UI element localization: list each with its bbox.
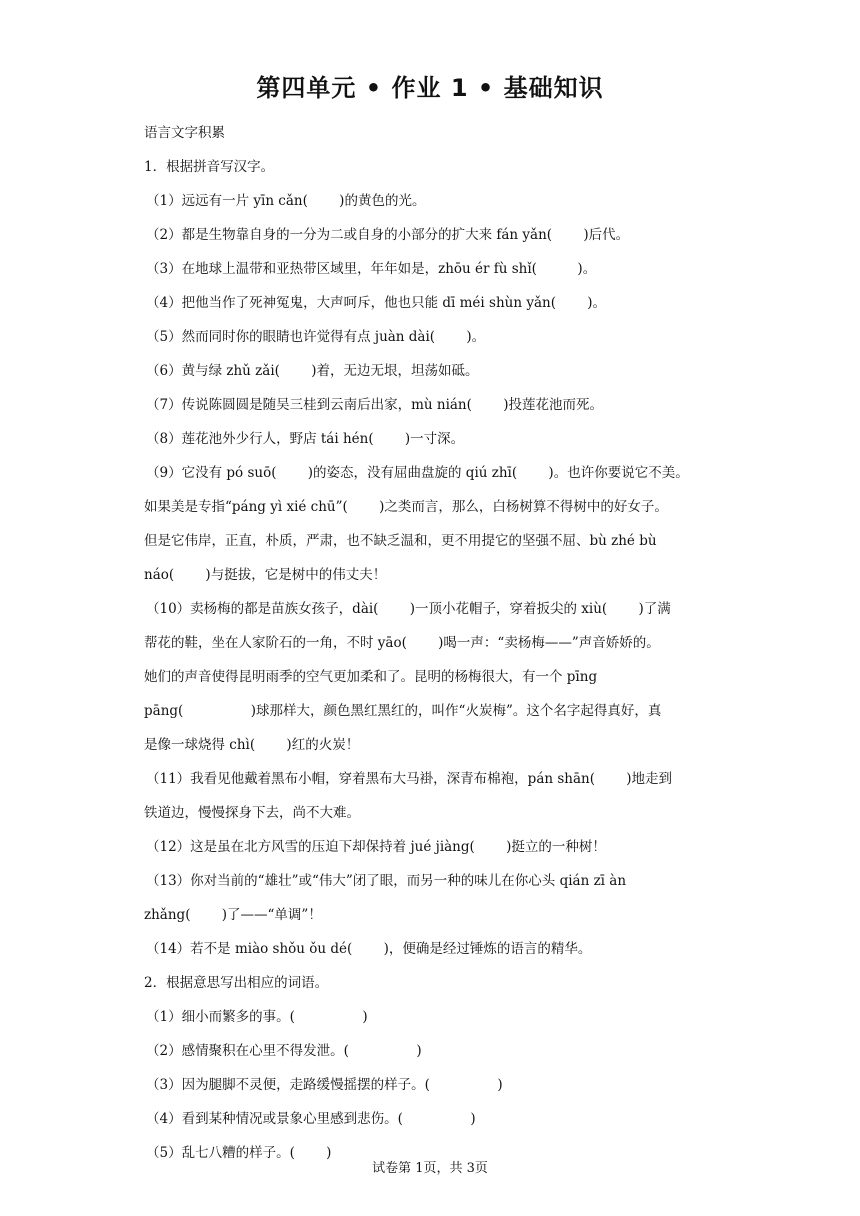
question-line: （10）卖杨梅的都是苗族女孩子，dài( )一顶小花帽子，穿着扳尖的 xiù( )了满 xyxy=(146,601,671,617)
question-line: zhǎng( )了——“单调”！ xyxy=(144,907,322,923)
question-line: （14）若不是 miào shǒu ǒu dé( )，便确是经过锤炼的语言的精华。 xyxy=(146,941,592,957)
question-line: náo( )与挺拔，它是树中的伟丈夫！ xyxy=(144,567,387,583)
question-lines xyxy=(144,150,720,1170)
question-line: （3）在地球上温带和亚热带区域里，年年如是，zhōu ér fù shǐ( )。 xyxy=(146,261,597,277)
question-line: （1）远远有一片 yīn cǎn( )的黄色的光。 xyxy=(146,193,426,209)
question-line: pāng( )球那样大，颜色黑红黑红的，叫作“火炭梅”。这个名字起得真好，真 xyxy=(144,703,662,719)
question-line: （2）都是生物靠自身的一分为二或自身的小部分的扩大来 fán yǎn( )后代。 xyxy=(146,227,630,243)
question-line: （2）感情聚积在心里不得发泄。( ) xyxy=(146,1043,422,1059)
question-line: （6）黄与绿 zhǔ zǎi( )着，无边无垠，坦荡如砥。 xyxy=(146,363,479,379)
question-line: （5）然而同时你的眼睛也许觉得有点 juàn dài( )。 xyxy=(146,329,486,345)
question-line: （7）传说陈圆圆是随吴三桂到云南后出家，mù nián( )投莲花池而死。 xyxy=(146,397,603,413)
question-line: 如果美是专指“páng yì xié chū”( )之类而言，那么，白杨树算不得树中的好女子。 xyxy=(144,499,668,515)
question-line: （8）莲花池外少行人，野店 tái hén( )一寸深。 xyxy=(146,431,465,447)
question-line: 但是它伟岸，正直，朴质，严肃，也不缺乏温和，更不用提它的坚强不屈、bù zhé bù xyxy=(144,533,657,549)
question-line: （1）细小而繁多的事。( ) xyxy=(146,1009,368,1025)
question-line: （4）看到某种情况或景象心里感到悲伤。( ) xyxy=(146,1111,476,1127)
question-line: （4）把他当作了死神冤鬼，大声呵斥，他也只能 dī méi shùn yǎn( )。 xyxy=(146,295,607,311)
page-footer: 试卷第 1页，共 3页 xyxy=(372,1161,488,1176)
question-line: 铁道边，慢慢探身下去，尚不大难。 xyxy=(144,805,360,821)
question-line: （12）这是虽在北方风雪的压迫下却保持着 jué jiàng( )挺立的一种树！ xyxy=(146,839,606,855)
question-line: （11）我看见他戴着黑布小帽，穿着黑布大马褂，深青布棉袍，pán shān( )地走到 xyxy=(146,771,673,787)
question-line: （13）你对当前的“雄壮”或“伟大”闭了眼，而另一种的味儿在你心头 qián zī àn xyxy=(146,873,627,889)
exam-body xyxy=(144,116,720,1170)
page-title: 第四单元 • 作业 1 • 基础知识 xyxy=(256,74,604,102)
question-line: （3）因为腿脚不灵便，走路缓慢摇摆的样子。( ) xyxy=(146,1077,503,1093)
section-heading: 语言文字积累 xyxy=(144,125,225,141)
question-line: （5）乱七八糟的样子。( ) xyxy=(146,1145,332,1161)
question-line: （9）它没有 pó suō( )的姿态，没有屈曲盘旋的 qiú zhī( )。也许你要说它不美。 xyxy=(146,465,689,481)
question-line: 帮花的鞋，坐在人家阶石的一角，不时 yāo( )喝一声：“卖杨梅——”声音娇娇的。 xyxy=(144,635,660,651)
question-line: 2．根据意思写出相应的词语。 xyxy=(144,975,329,991)
question-line: 1．根据拼音写汉字。 xyxy=(144,159,275,175)
question-line: 她们的声音使得昆明雨季的空气更加柔和了。昆明的杨梅很大，有一个 pīng xyxy=(144,669,598,685)
question-line: 是像一球烧得 chì( )红的火炭！ xyxy=(144,737,360,753)
